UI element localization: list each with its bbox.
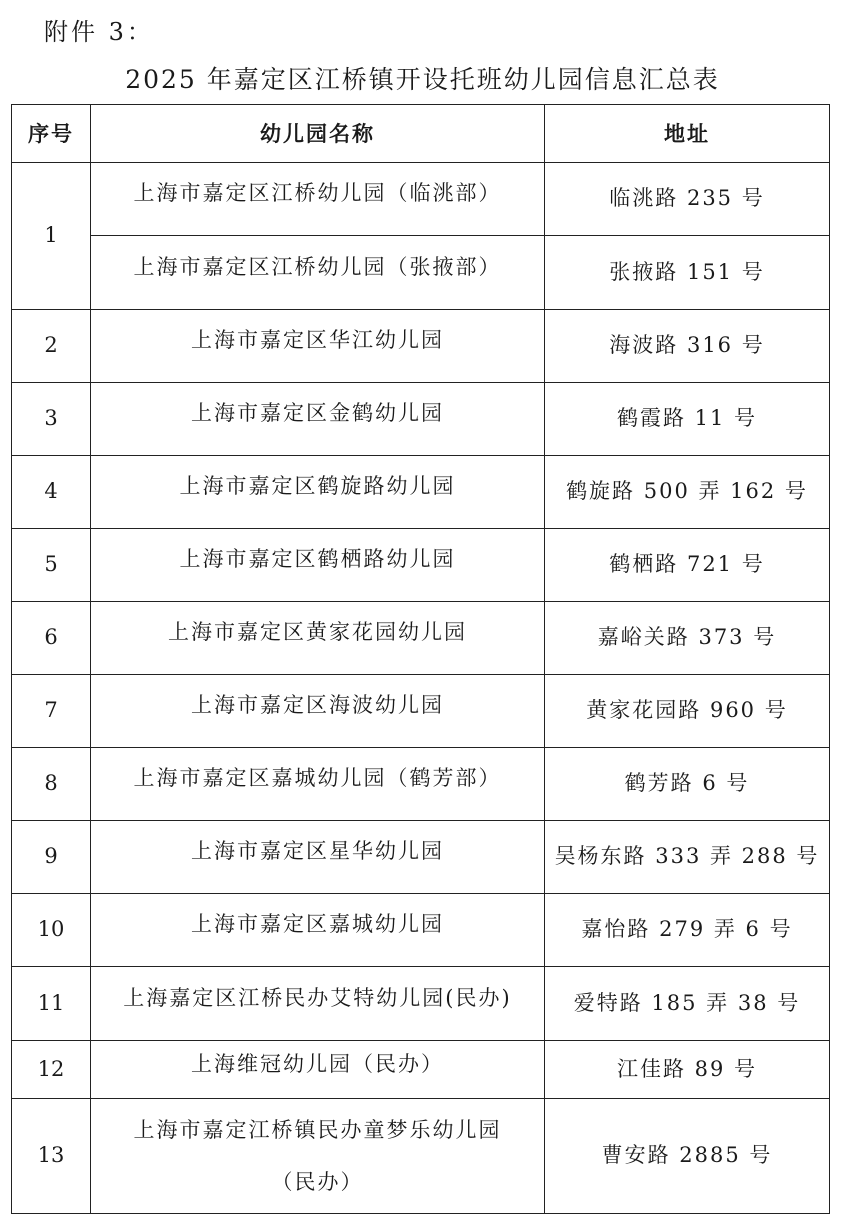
kindergarten-address: 江佳路 89 号 — [545, 1041, 830, 1099]
attachment-label: 附件 3： — [44, 18, 154, 46]
table-row — [12, 748, 830, 821]
table-row — [12, 894, 830, 967]
row-number: 3 — [12, 383, 91, 456]
kindergarten-address: 临洮路 235 号 — [545, 163, 830, 236]
kindergarten-address: 曹安路 2885 号 — [545, 1099, 830, 1214]
table-row — [12, 1041, 830, 1099]
kindergarten-address: 鹤栖路 721 号 — [545, 529, 830, 602]
kindergarten-name: 上海嘉定区江桥民办艾特幼儿园(民办) — [91, 967, 545, 1041]
kindergarten-address: 嘉怡路 279 弄 6 号 — [545, 894, 830, 967]
kindergarten-name: 上海市嘉定区金鹤幼儿园 — [91, 383, 545, 456]
kindergarten-name: 上海市嘉定区黄家花园幼儿园 — [91, 602, 545, 675]
kindergarten-name: 上海市嘉定区鹤栖路幼儿园 — [91, 529, 545, 602]
table-row — [12, 602, 830, 675]
row-number: 4 — [12, 456, 91, 529]
table-row — [12, 529, 830, 602]
kindergarten-info-table — [11, 104, 830, 1214]
table-row — [12, 310, 830, 383]
kindergarten-address: 鹤芳路 6 号 — [545, 748, 830, 821]
document-title: 2025 年嘉定区江桥镇开设托班幼儿园信息汇总表 — [125, 65, 720, 94]
kindergarten-address: 张掖路 151 号 — [545, 236, 830, 310]
kindergarten-address: 鹤霞路 11 号 — [545, 383, 830, 456]
row-number: 2 — [12, 310, 91, 383]
kindergarten-address: 爱特路 185 弄 38 号 — [545, 967, 830, 1041]
table-row — [12, 967, 830, 1041]
kindergarten-address: 黄家花园路 960 号 — [545, 675, 830, 748]
row-number: 8 — [12, 748, 91, 821]
table-row — [12, 383, 830, 456]
row-number: 11 — [12, 967, 91, 1041]
header-no: 序号 — [12, 105, 91, 163]
table-row — [12, 456, 830, 529]
kindergarten-name: 上海市嘉定区嘉城幼儿园（鹤芳部） — [91, 748, 545, 821]
row-number: 9 — [12, 821, 91, 894]
kindergarten-address: 海波路 316 号 — [545, 310, 830, 383]
kindergarten-name-line1: 上海市嘉定江桥镇民办童梦乐幼儿园 — [133, 1118, 502, 1142]
kindergarten-address: 吴杨东路 333 弄 288 号 — [545, 821, 830, 894]
kindergarten-name-line2: （民办） — [271, 1170, 364, 1194]
table-row — [12, 236, 830, 310]
kindergarten-name: 上海市嘉定区嘉城幼儿园 — [91, 894, 545, 967]
row-number: 7 — [12, 675, 91, 748]
table-row — [12, 1099, 830, 1214]
row-number: 12 — [12, 1041, 91, 1099]
kindergarten-address: 嘉峪关路 373 号 — [545, 602, 830, 675]
table-row — [12, 675, 830, 748]
table-header-row — [12, 105, 830, 163]
row-number: 6 — [12, 602, 91, 675]
kindergarten-name: 上海维冠幼儿园（民办） — [91, 1041, 545, 1099]
row-number: 5 — [12, 529, 91, 602]
row-number: 1 — [12, 163, 91, 310]
header-address: 地址 — [545, 105, 830, 163]
table-row — [12, 163, 830, 236]
row-number: 10 — [12, 894, 91, 967]
table-row — [12, 821, 830, 894]
row-number: 13 — [12, 1099, 91, 1214]
kindergarten-name: 上海市嘉定区江桥幼儿园（张掖部） — [91, 236, 545, 310]
kindergarten-name: 上海市嘉定区星华幼儿园 — [91, 821, 545, 894]
header-name: 幼儿园名称 — [91, 105, 545, 163]
kindergarten-name: 上海市嘉定区海波幼儿园 — [91, 675, 545, 748]
kindergarten-name — [91, 1099, 545, 1214]
kindergarten-name: 上海市嘉定区鹤旋路幼儿园 — [91, 456, 545, 529]
kindergarten-address: 鹤旋路 500 弄 162 号 — [545, 456, 830, 529]
kindergarten-name: 上海市嘉定区江桥幼儿园（临洮部） — [91, 163, 545, 236]
kindergarten-name: 上海市嘉定区华江幼儿园 — [91, 310, 545, 383]
